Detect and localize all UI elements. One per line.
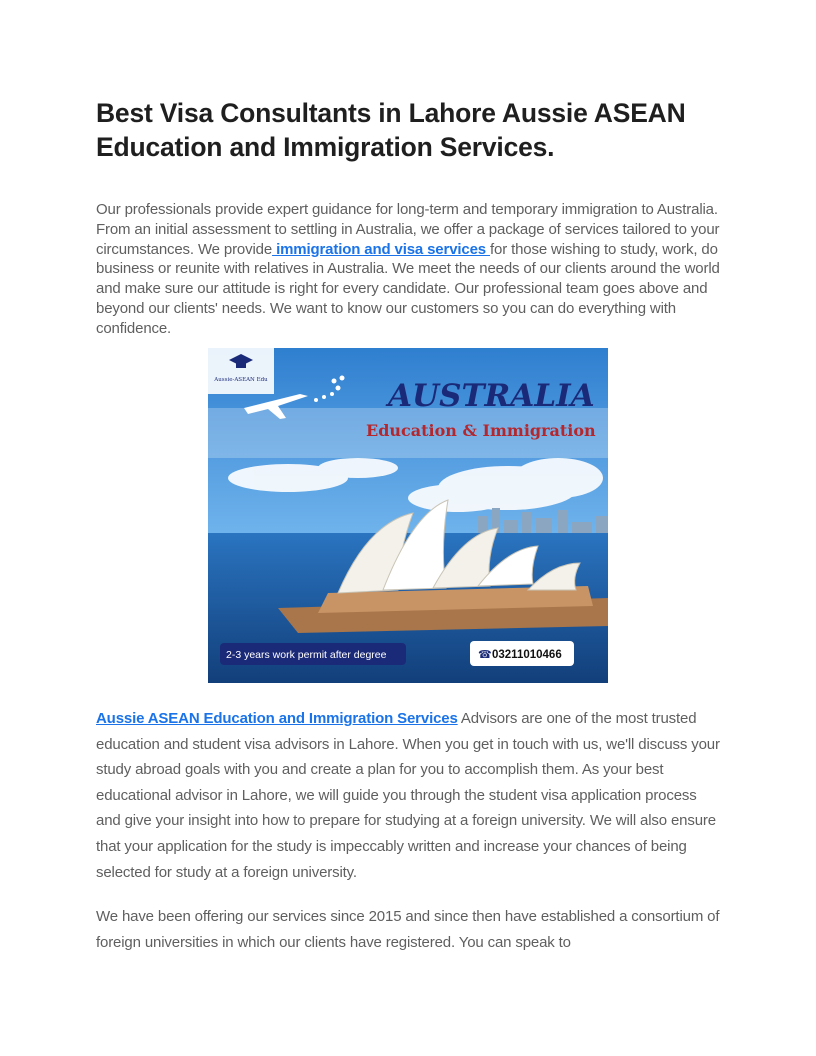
document-page bbox=[96, 96, 720, 951]
australia-ad-image bbox=[208, 348, 608, 683]
immigration-visa-services-link[interactable]: immigration and visa services bbox=[272, 240, 490, 258]
intro-text-before: Our professionals provide expert guidance for long-term and temporary immigration to Australia. From an initial assessment to settling in Australia, we offer a package of services tailored to your circumstances. We provide bbox=[96, 201, 720, 258]
section-3-paragraph: We have been offering our services since 2015 and since then have established a consortium of foreign universities in which our clients have registered. You can speak to bbox=[96, 908, 720, 951]
ad-subtitle: Education & Immigration bbox=[366, 421, 596, 440]
section-2-text: Advisors are one of the most trusted education and student visa advisors in Lahore. When you get in touch with us, we'll discuss your study abroad goals with you and create a plan for you to accomplish them. As your best educational advisor in Lahore, we will guide you through the student visa application process and give your insight into how to prepare for studying at a foreign university. We will also ensure that your application for the study is impeccably written and increase your chances of being selected for study at a foreign university. bbox=[96, 710, 720, 881]
section-2-paragraph bbox=[96, 706, 720, 885]
work-permit-badge: 2-3 years work permit after degree bbox=[226, 649, 387, 661]
logo-text: Aussie-ASEAN Edu bbox=[214, 377, 268, 383]
intro-text-after: for those wishing to study, work, do business or reunite with relatives in Australia. We meet the needs of our clients around the world and make sure our attitude is right for every candidate. Our professional team goes above and beyond our clients' needs. We want to know our customers so you can do everything with confidence. bbox=[96, 240, 720, 337]
phone-number: 03211010466 bbox=[492, 649, 562, 661]
aussie-asean-link[interactable]: Aussie ASEAN Education and Immigration Services bbox=[96, 710, 458, 727]
page-title: Best Visa Consultants in Lahore Aussie ASEAN Education and Immigration Services. bbox=[96, 98, 686, 162]
ad-title: AUSTRALIA bbox=[388, 378, 595, 414]
intro-paragraph bbox=[96, 200, 720, 339]
phone-icon: ☎ bbox=[478, 649, 492, 661]
